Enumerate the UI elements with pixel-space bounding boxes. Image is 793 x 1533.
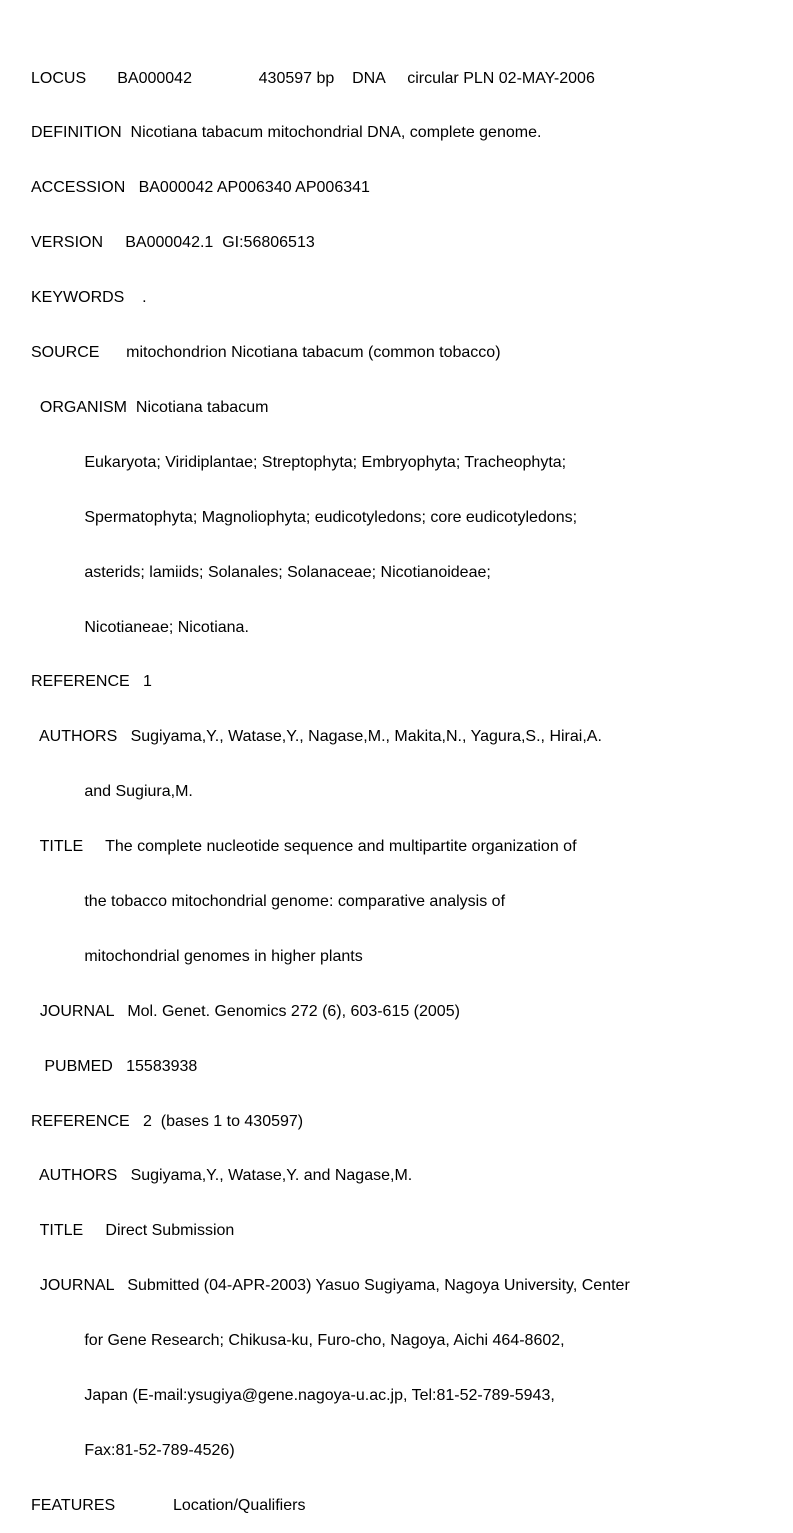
features-line: FEATURES Location/Qualifiers: [31, 1496, 306, 1514]
title-line: the tobacco mitochondrial genome: comparative analysis of: [31, 892, 506, 910]
definition-line: DEFINITION Nicotiana tabacum mitochondrial DNA, complete genome.: [31, 124, 542, 142]
journal-line: for Gene Research; Chikusa-ku, Furo-cho, Nagoya, Aichi 464-8602,: [31, 1332, 565, 1350]
journal-line: Japan (E-mail:ysugiya@gene.nagoya-u.ac.jp, Tel:81-52-789-5943,: [31, 1386, 555, 1404]
taxonomy-line: Nicotianeae; Nicotiana.: [31, 618, 249, 636]
pubmed-line: PUBMED 15583938: [31, 1057, 198, 1075]
organism-line: ORGANISM Nicotiana tabacum: [31, 398, 269, 416]
authors-line: AUTHORS Sugiyama,Y., Watase,Y. and Nagase,M.: [31, 1167, 413, 1185]
locus-line: LOCUS BA000042 430597 bp DNA circular PLN 02-MAY-2006: [31, 69, 595, 87]
genbank-record: [31, 33, 630, 1533]
title-line: mitochondrial genomes in higher plants: [31, 947, 363, 965]
accession-line: ACCESSION BA000042 AP006340 AP006341: [31, 179, 370, 197]
journal-line: JOURNAL Mol. Genet. Genomics 272 (6), 603-615 (2005): [31, 1002, 460, 1020]
reference-line: REFERENCE 1: [31, 673, 152, 691]
journal-line: Fax:81-52-789-4526): [31, 1441, 235, 1459]
authors-line: AUTHORS Sugiyama,Y., Watase,Y., Nagase,M., Makita,N., Yagura,S., Hirai,A.: [31, 728, 602, 746]
taxonomy-line: asterids; lamiids; Solanales; Solanaceae; Nicotianoideae;: [31, 563, 491, 581]
keywords-line: KEYWORDS .: [31, 289, 147, 307]
version-line: VERSION BA000042.1 GI:56806513: [31, 234, 315, 252]
reference-line: REFERENCE 2 (bases 1 to 430597): [31, 1112, 304, 1130]
title-line: TITLE The complete nucleotide sequence and multipartite organization of: [31, 838, 577, 856]
taxonomy-line: Spermatophyta; Magnoliophyta; eudicotyledons; core eudicotyledons;: [31, 508, 578, 526]
journal-line: JOURNAL Submitted (04-APR-2003) Yasuo Sugiyama, Nagoya University, Center: [31, 1277, 630, 1295]
title-line: TITLE Direct Submission: [31, 1222, 235, 1240]
source-line: SOURCE mitochondrion Nicotiana tabacum (common tobacco): [31, 344, 501, 362]
authors-line: and Sugiura,M.: [31, 783, 193, 801]
taxonomy-line: Eukaryota; Viridiplantae; Streptophyta; Embryophyta; Tracheophyta;: [31, 453, 567, 471]
